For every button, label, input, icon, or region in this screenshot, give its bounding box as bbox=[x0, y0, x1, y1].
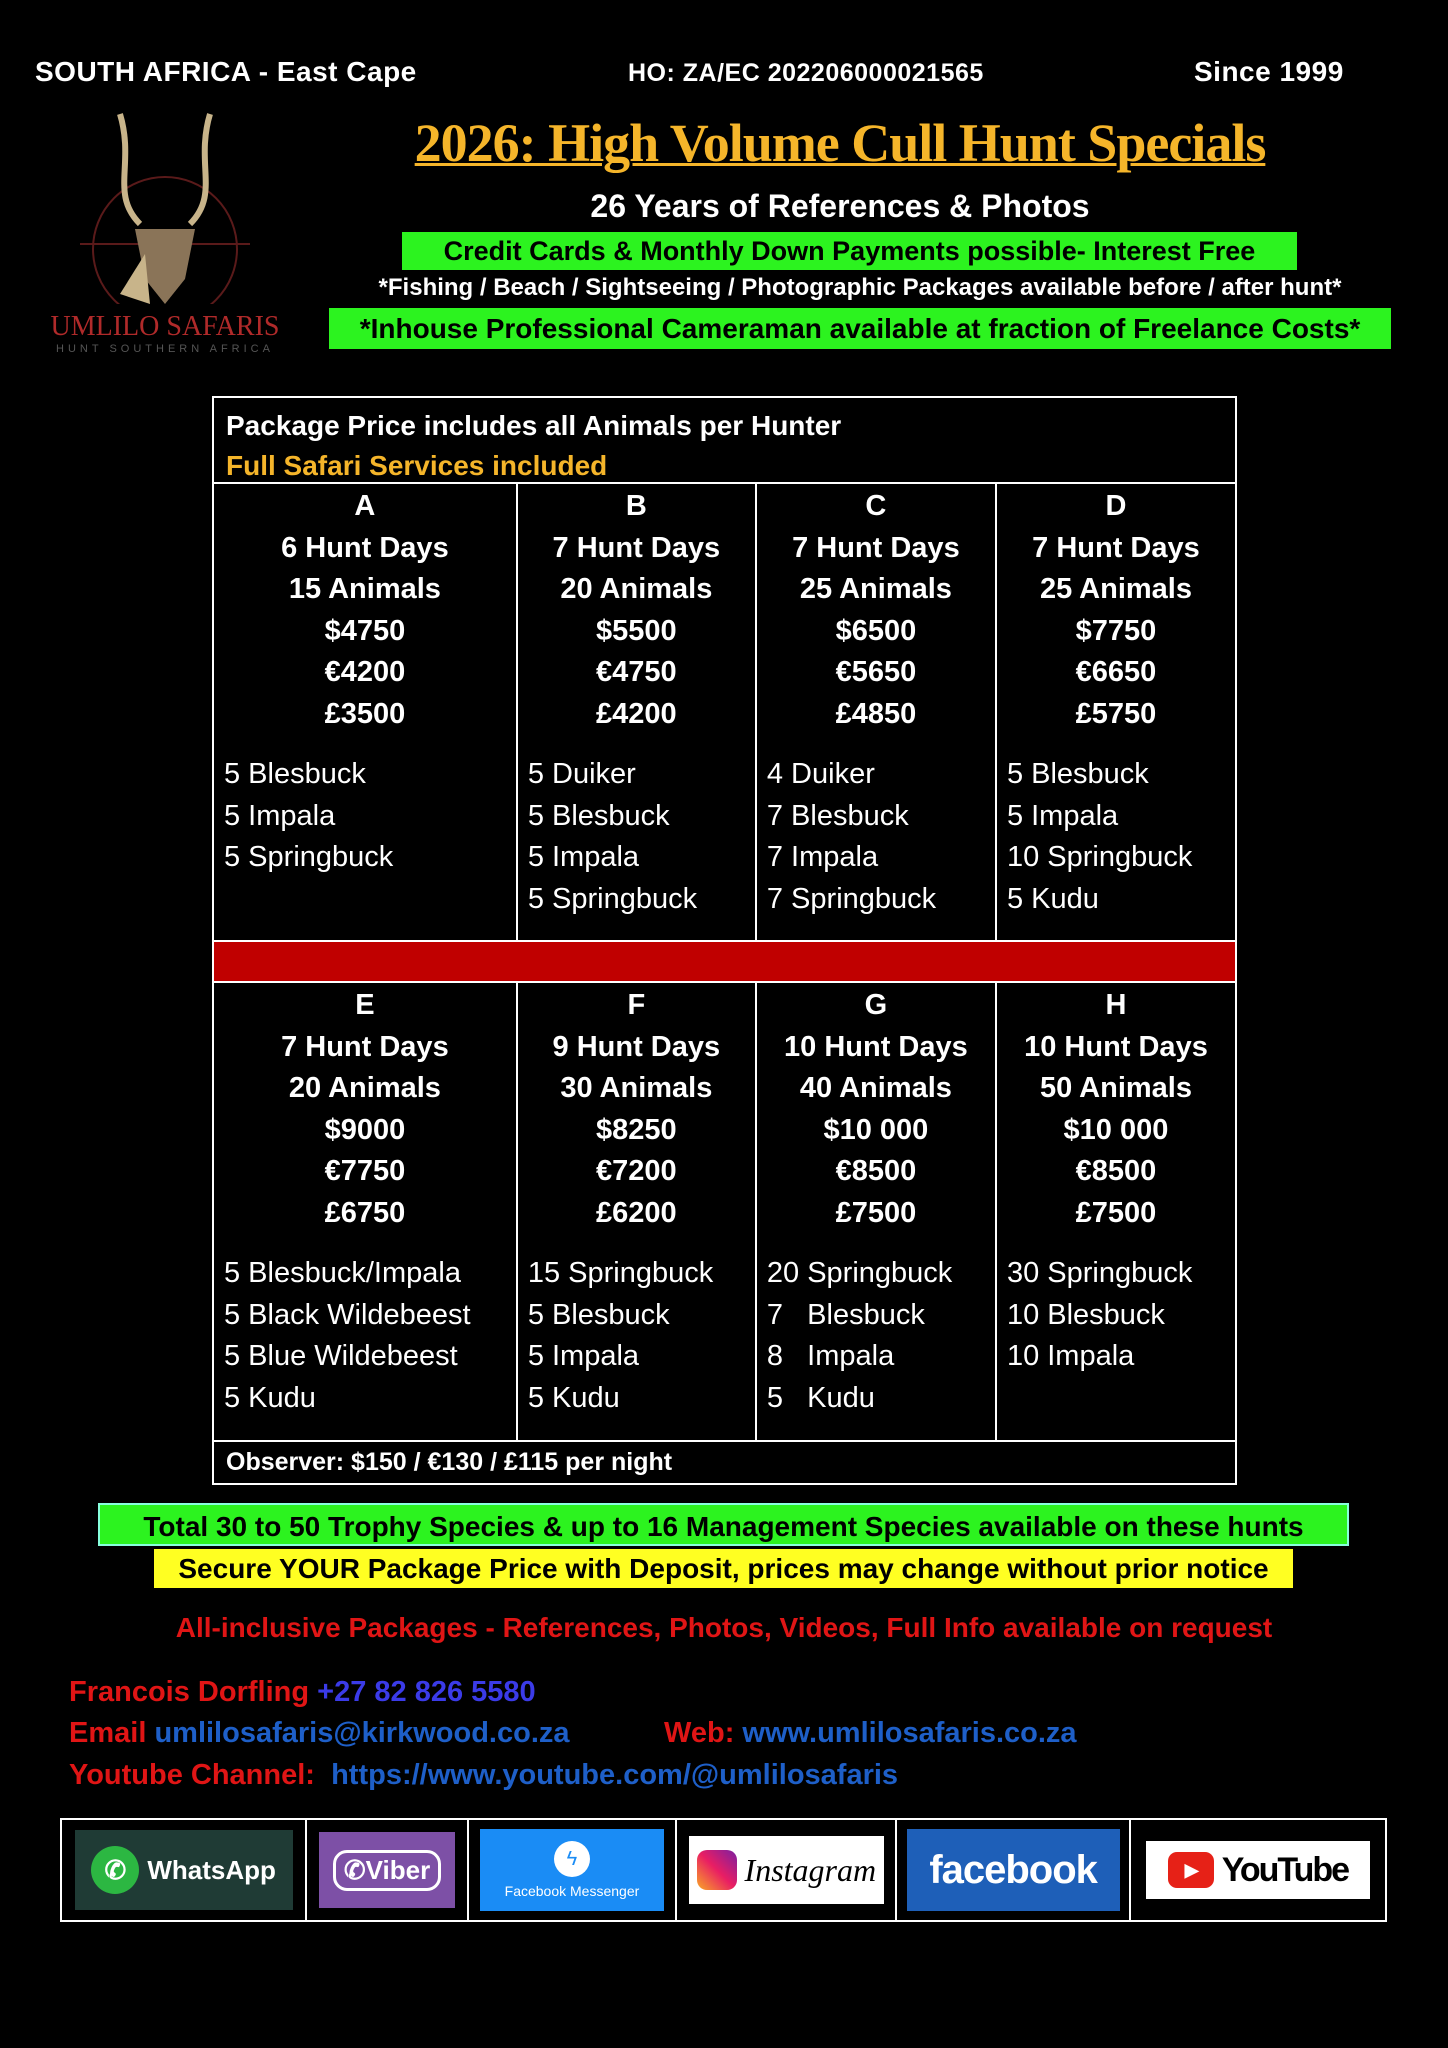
contact-phone-line bbox=[69, 1676, 536, 1709]
messenger-icon: ϟ bbox=[554, 1841, 590, 1877]
fishing-note: *Fishing / Beach / Sightseeing / Photographic Packages available before / after hunt* bbox=[378, 274, 1342, 301]
package-days: 7 Hunt Days bbox=[1032, 531, 1200, 564]
package-days: 7 Hunt Days bbox=[792, 531, 960, 564]
package-eur: €4200 bbox=[324, 656, 406, 688]
package-letter: G bbox=[864, 989, 888, 1021]
social-links bbox=[60, 1818, 1387, 1922]
viber-icon: ✆Viber bbox=[333, 1850, 441, 1891]
package-letter: H bbox=[1105, 989, 1127, 1021]
observer-price: Observer: $150 / €130 / £115 per night bbox=[214, 1440, 1235, 1483]
registration-number: HO: ZA/EC 202206000021565 bbox=[628, 59, 984, 87]
package-gbp: £4850 bbox=[835, 697, 917, 730]
package-days: 7 Hunt Days bbox=[281, 1030, 449, 1063]
animal-item: 10 Springbuck bbox=[1006, 841, 1193, 873]
package-gbp: £5750 bbox=[1075, 697, 1157, 730]
instagram-button[interactable] bbox=[677, 1820, 897, 1920]
animal-item: 5 Impala bbox=[1006, 799, 1119, 832]
package-animals: 25 Animals bbox=[799, 573, 952, 605]
package-usd: $9000 bbox=[324, 1113, 406, 1146]
instagram-icon bbox=[697, 1850, 737, 1890]
package-animals: 15 Animals bbox=[288, 573, 441, 605]
package-gbp: £7500 bbox=[835, 1196, 917, 1229]
animal-item: 5 Blue Wildebeest bbox=[224, 1340, 458, 1372]
animal-item: 5 Kudu bbox=[766, 1381, 875, 1414]
package-summary bbox=[997, 983, 1235, 1234]
animal-item: 30 Springbuck bbox=[1006, 1257, 1193, 1289]
animal-list bbox=[518, 1253, 755, 1419]
package-animals: 40 Animals bbox=[799, 1072, 952, 1104]
package-table bbox=[212, 396, 1237, 1485]
animal-item: 5 Duiker bbox=[527, 758, 636, 790]
table-subheading: Full Safari Services included bbox=[226, 450, 608, 481]
package-eur: €6650 bbox=[1075, 656, 1157, 688]
animal-list bbox=[997, 754, 1235, 920]
animal-list bbox=[757, 754, 995, 920]
package-gbp: £6200 bbox=[596, 1196, 677, 1229]
animal-item: 15 Springbuck bbox=[527, 1257, 714, 1289]
animal-item: 5 Impala bbox=[527, 1340, 640, 1372]
table-heading: Package Price includes all Animals per Hunter bbox=[226, 410, 842, 441]
package-row bbox=[214, 484, 1235, 940]
all-inclusive-note: All-inclusive Packages - References, Photos, Videos, Full Info available on request bbox=[175, 1612, 1273, 1643]
table-header bbox=[214, 398, 1235, 484]
cameraman-banner: *Inhouse Professional Cameraman available at fraction of Freelance Costs* bbox=[329, 308, 1391, 349]
viber-label: Viber bbox=[365, 1854, 431, 1885]
package-summary bbox=[757, 484, 995, 735]
package-usd: $6500 bbox=[835, 614, 917, 647]
package-letter: C bbox=[865, 490, 887, 522]
package-eur: €8500 bbox=[835, 1155, 917, 1187]
animal-item: 5 Blesbuck bbox=[527, 1298, 670, 1331]
package-usd: $7750 bbox=[1075, 614, 1157, 647]
animal-item: 5 Blesbuck bbox=[1006, 758, 1149, 790]
email-label: Email bbox=[69, 1717, 147, 1749]
whatsapp-label: WhatsApp bbox=[147, 1854, 276, 1885]
animal-item: 7 Springbuck bbox=[766, 882, 937, 915]
package-eur: €4750 bbox=[596, 656, 677, 688]
animal-item: 5 Impala bbox=[224, 799, 336, 832]
phone-link[interactable]: +27 82 826 5580 bbox=[317, 1676, 536, 1708]
package-g bbox=[757, 983, 997, 1442]
animal-item: 8 Impala bbox=[766, 1340, 895, 1372]
youtube-logo-label: YouTube bbox=[1221, 1850, 1349, 1889]
animal-item: 10 Impala bbox=[1006, 1340, 1135, 1372]
facebook-button[interactable] bbox=[897, 1820, 1130, 1920]
logo-name: UMLILO SAFARIS bbox=[50, 311, 280, 342]
page-title: 2026: High Volume Cull Hunt Specials bbox=[414, 113, 1266, 173]
instagram-label: Instagram bbox=[744, 1851, 877, 1888]
package-days: 6 Hunt Days bbox=[281, 531, 449, 564]
contact-name: Francois Dorfling bbox=[69, 1676, 310, 1708]
species-banner: Total 30 to 50 Trophy Species & up to 16 Management Species available on these hunts bbox=[98, 1503, 1349, 1546]
package-usd: $10 000 bbox=[1063, 1113, 1169, 1146]
facebook-icon bbox=[907, 1829, 1120, 1911]
web-label: Web: bbox=[664, 1717, 735, 1749]
contact-youtube-line bbox=[69, 1759, 898, 1792]
animal-item: 4 Duiker bbox=[766, 758, 875, 790]
package-days: 7 Hunt Days bbox=[552, 531, 721, 564]
animal-list bbox=[214, 754, 516, 879]
package-summary bbox=[757, 983, 995, 1234]
animal-item: 5 Springbuck bbox=[224, 841, 394, 873]
package-days: 10 Hunt Days bbox=[784, 1030, 968, 1063]
package-summary bbox=[518, 484, 755, 735]
package-animals: 25 Animals bbox=[1039, 573, 1192, 605]
package-animals: 20 Animals bbox=[288, 1072, 441, 1104]
package-usd: $8250 bbox=[596, 1113, 677, 1146]
youtube-link[interactable]: https://www.youtube.com/@umlilosafaris bbox=[331, 1759, 899, 1791]
since-label: Since 1999 bbox=[1194, 56, 1344, 87]
animal-item: 7 Impala bbox=[766, 841, 879, 873]
package-summary bbox=[214, 983, 516, 1234]
messenger-button[interactable] bbox=[469, 1820, 677, 1920]
package-letter: E bbox=[355, 989, 375, 1021]
package-eur: €8500 bbox=[1075, 1155, 1157, 1187]
animal-item: 5 Kudu bbox=[1006, 882, 1099, 915]
animal-item: 5 Kudu bbox=[527, 1381, 620, 1414]
package-e bbox=[214, 983, 518, 1442]
animal-item: 7 Blesbuck bbox=[766, 1298, 925, 1331]
package-gbp: £4200 bbox=[596, 697, 677, 730]
package-summary bbox=[518, 983, 755, 1234]
package-h bbox=[997, 983, 1235, 1442]
package-d bbox=[997, 484, 1235, 940]
package-usd: $5500 bbox=[596, 614, 677, 647]
package-eur: €7750 bbox=[324, 1155, 406, 1187]
animal-list bbox=[214, 1253, 516, 1419]
contact-email-line bbox=[69, 1717, 570, 1750]
animal-item: 20 Springbuck bbox=[766, 1257, 953, 1289]
viber-button[interactable] bbox=[307, 1820, 469, 1920]
web-link[interactable]: www.umlilosafaris.co.za bbox=[742, 1717, 1077, 1749]
contact-web-line bbox=[664, 1717, 1077, 1750]
package-f bbox=[518, 983, 757, 1442]
messenger-label: Facebook Messenger bbox=[504, 1883, 640, 1899]
animal-item: 7 Blesbuck bbox=[766, 799, 909, 832]
youtube-icon: ▶ bbox=[1168, 1852, 1214, 1888]
package-summary bbox=[214, 484, 516, 735]
package-usd: $10 000 bbox=[823, 1113, 929, 1146]
package-eur: €7200 bbox=[596, 1155, 677, 1187]
package-b bbox=[518, 484, 757, 940]
subtitle: 26 Years of References & Photos bbox=[590, 188, 1090, 224]
animal-item: 10 Blesbuck bbox=[1006, 1298, 1165, 1331]
whatsapp-button[interactable] bbox=[62, 1820, 307, 1920]
package-gbp: £3500 bbox=[324, 697, 406, 730]
animal-item: 5 Black Wildebeest bbox=[224, 1298, 471, 1331]
package-letter: F bbox=[627, 989, 646, 1021]
region-label: SOUTH AFRICA - East Cape bbox=[35, 56, 417, 87]
package-gbp: £6750 bbox=[324, 1196, 406, 1229]
logo-tagline: HUNT SOUTHERN AFRICA bbox=[56, 343, 274, 355]
package-animals: 50 Animals bbox=[1039, 1072, 1192, 1104]
kudu-icon bbox=[40, 104, 290, 304]
credit-card-banner: Credit Cards & Monthly Down Payments possible- Interest Free bbox=[402, 232, 1297, 270]
animal-item: 5 Blesbuck bbox=[224, 758, 366, 790]
package-a bbox=[214, 484, 518, 940]
package-row bbox=[214, 983, 1235, 1442]
package-eur: €5650 bbox=[835, 656, 917, 688]
animal-item: 5 Springbuck bbox=[527, 882, 698, 915]
package-c bbox=[757, 484, 997, 940]
animal-list bbox=[518, 754, 755, 920]
package-days: 10 Hunt Days bbox=[1024, 1030, 1208, 1063]
animal-list bbox=[997, 1253, 1235, 1378]
umlilo-safaris-logo bbox=[40, 104, 290, 354]
facebook-label: facebook bbox=[929, 1847, 1097, 1892]
package-gbp: £7500 bbox=[1075, 1196, 1157, 1229]
package-days: 9 Hunt Days bbox=[552, 1030, 721, 1063]
email-link[interactable]: umlilosafaris@kirkwood.co.za bbox=[154, 1717, 570, 1749]
animal-item: 5 Kudu bbox=[224, 1381, 316, 1414]
animal-item: 5 Impala bbox=[527, 841, 640, 873]
animal-item: 5 Blesbuck bbox=[527, 799, 670, 832]
package-letter: B bbox=[625, 490, 647, 522]
animal-item: 5 Blesbuck/Impala bbox=[224, 1257, 461, 1289]
package-letter: D bbox=[1105, 490, 1127, 522]
whatsapp-icon: ✆ bbox=[91, 1846, 139, 1894]
package-usd: $4750 bbox=[324, 614, 406, 647]
red-divider bbox=[214, 940, 1235, 983]
package-summary bbox=[997, 484, 1235, 735]
youtube-button[interactable] bbox=[1131, 1820, 1385, 1920]
animal-list bbox=[757, 1253, 995, 1419]
package-letter: A bbox=[354, 490, 376, 522]
package-animals: 30 Animals bbox=[560, 1072, 713, 1104]
youtube-label: Youtube Channel: bbox=[69, 1759, 315, 1791]
deposit-banner: Secure YOUR Package Price with Deposit, prices may change without prior notice bbox=[154, 1549, 1293, 1588]
package-animals: 20 Animals bbox=[560, 573, 713, 605]
